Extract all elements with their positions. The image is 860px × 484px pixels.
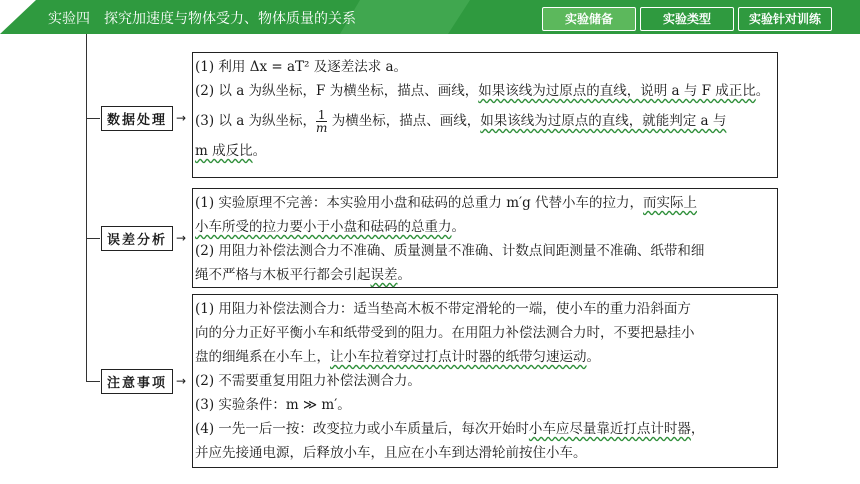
text: (2) 用阻力补偿法测合力不准确、质量测量不准确、计数点间距测量不准确、纸带和细	[195, 243, 705, 259]
line	[195, 417, 773, 441]
box-error-analysis	[192, 188, 778, 288]
underlined-text: 小车所受的拉力要小于小盘和砝码的总重力	[195, 219, 452, 235]
line	[195, 393, 773, 417]
underlined-text: m 成反比	[195, 143, 253, 159]
text: 。	[252, 143, 267, 159]
line	[195, 55, 773, 79]
label-data-processing: 数据处理	[101, 106, 173, 131]
line	[195, 239, 773, 263]
line	[195, 441, 773, 465]
line	[195, 263, 773, 287]
fraction-numerator: 1	[317, 108, 326, 122]
page-title: 实验四 探究加速度与物体受力、物体质量的关系	[48, 11, 356, 27]
underlined-text: 误差	[370, 267, 398, 283]
underlined-text: 如果该线为过原点的直线，就能判定 a 与	[480, 113, 727, 129]
text: (2) 不需要重复用阻力补偿法测合力。	[195, 373, 421, 389]
text: 为横坐标，描点、画线，	[327, 113, 481, 129]
line	[195, 215, 773, 239]
header-bar	[0, 0, 860, 34]
tab-experiment-prep[interactable]: 实验储备	[542, 7, 636, 31]
line	[195, 321, 773, 345]
tree-vertical-line	[86, 34, 87, 382]
fraction	[316, 109, 327, 134]
text: ，	[690, 421, 705, 437]
text: (4) 一先一后一按：改变拉力或小车质量后，每次开始时	[195, 421, 529, 437]
box-data-processing	[192, 52, 778, 178]
label-notes: 注意事项	[101, 369, 173, 394]
text: (1) 利用 Δx = aT² 及逐差法求 a。	[195, 59, 408, 75]
underlined-text: 小车应尽量靠近打点计时器	[528, 421, 691, 437]
box-notes	[192, 294, 778, 468]
underlined-text: 而实际上	[643, 195, 698, 211]
text: 向的分力正好平衡小车和纸带受到的阻力。在用阻力补偿法测合力时，不要把悬挂小	[195, 325, 695, 341]
line	[195, 139, 773, 163]
line	[195, 369, 773, 393]
text: 。	[397, 267, 411, 283]
text: (2) 以 a 为纵坐标，F 为横坐标，描点、画线，	[195, 83, 479, 99]
fraction-denominator: m	[316, 121, 328, 135]
tab-experiment-types[interactable]: 实验类型	[640, 7, 734, 31]
line	[195, 191, 773, 215]
line	[195, 297, 773, 321]
arrow-icon: →	[176, 374, 187, 388]
tree-branch-1	[86, 118, 100, 119]
arrow-icon: →	[176, 231, 187, 245]
text: (3) 以 a 为纵坐标，	[195, 113, 317, 129]
text: 。	[586, 349, 600, 365]
text: 。	[451, 219, 465, 235]
tab-experiment-training[interactable]: 实验针对训练	[738, 7, 832, 31]
text: 。	[755, 83, 770, 99]
text: (1) 用阻力补偿法测合力：适当垫高木板不带定滑轮的一端，使小车的重力沿斜面方	[195, 301, 691, 317]
tree-branch-3	[86, 381, 100, 382]
line	[195, 345, 773, 369]
text: (1) 实验原理不完善：本实验用小盘和砝码的总重力 m′g 代替小车的拉力，	[195, 195, 644, 211]
line	[195, 79, 773, 103]
text: 并应先接通电源，后释放小车，且应在小车到达滑轮前按住小车。	[195, 445, 587, 461]
tree-branch-2	[86, 238, 100, 239]
underlined-text: 如果该线为过原点的直线，说明 a 与 F 成正比	[478, 83, 756, 99]
label-error-analysis: 误差分析	[101, 226, 173, 251]
underlined-text: 让小车拉着穿过打点计时器的纸带匀速运动	[330, 349, 587, 365]
line	[195, 103, 773, 139]
text: 盘的细绳系在小车上，	[195, 349, 330, 365]
text: (3) 实验条件：m ≫ m′。	[195, 397, 351, 413]
arrow-icon: →	[176, 111, 187, 125]
text: 绳不严格与木板平行都会引起	[195, 267, 371, 283]
